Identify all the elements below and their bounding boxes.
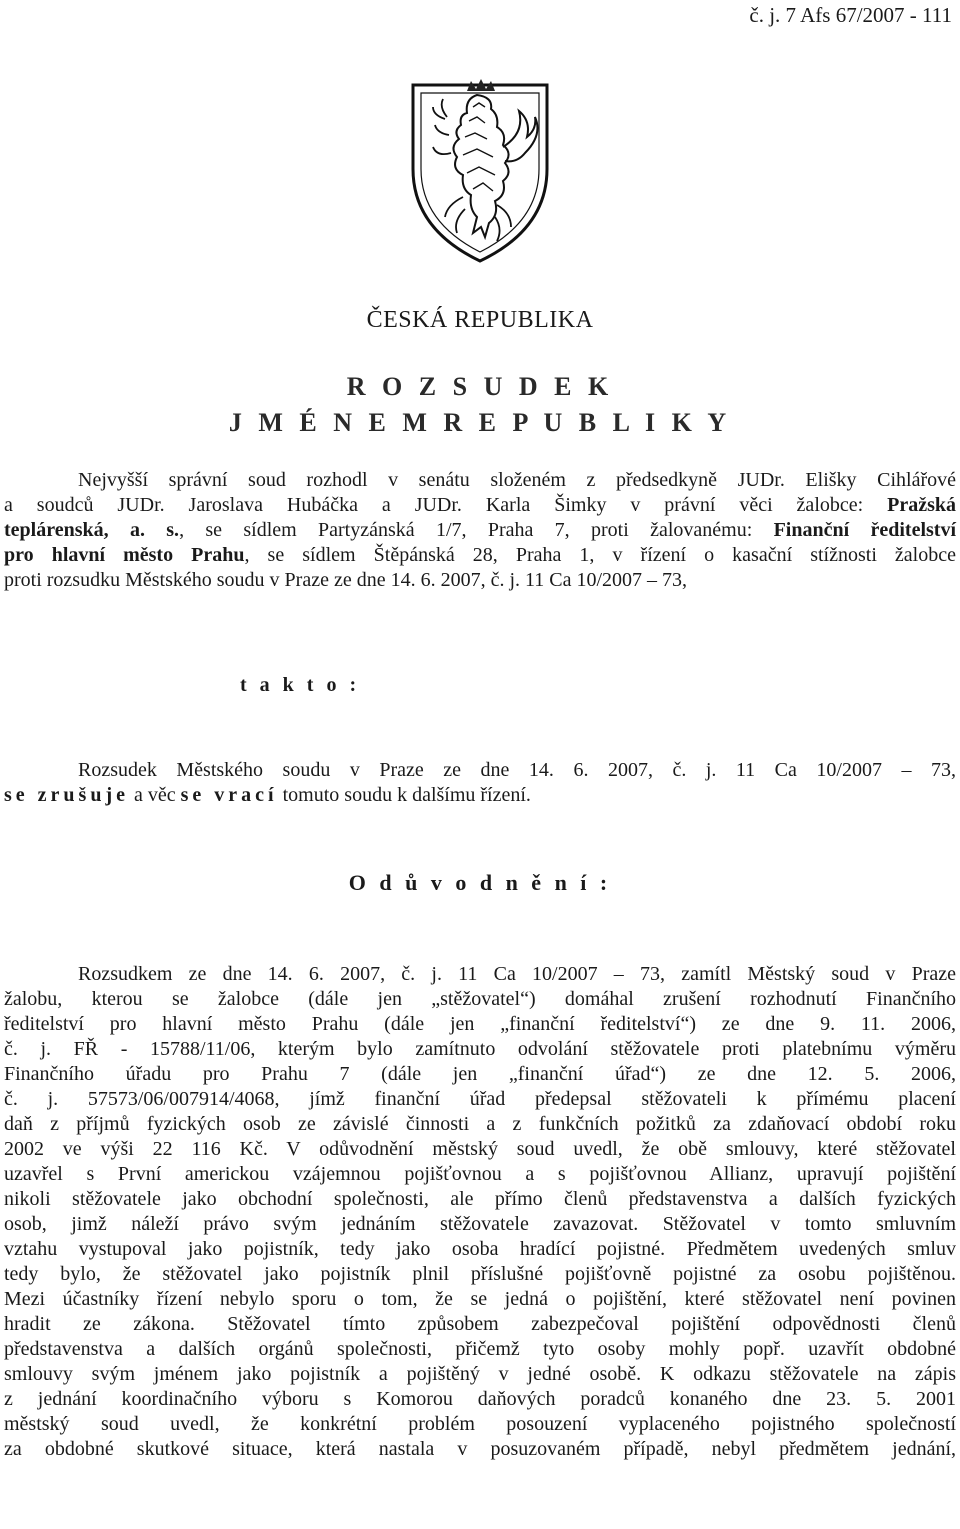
reasoning-line: za obdobné skutkové situace, která nastala v posuzovaném případě, nebyl předmětem jednání, — [4, 1438, 956, 1460]
intro-paragraph — [4, 468, 956, 593]
reasoning-line: z jednání koordinačního výboru s Komorou daňových poradců konaného dne 23. 5. 2001 — [4, 1388, 956, 1410]
reasoning-paragraph — [4, 962, 956, 1462]
reasoning-line: uzavřel s První americkou vzájemnou pojišťovnou a s pojišťovnou Allianz, upravují pojištění — [4, 1163, 956, 1185]
defendant-name: Finanční ředitelství — [773, 519, 956, 541]
reasoning-line: nikoli stěžovatele jako obchodní společnosti, ale přímo členů představenstva a dalších fyzických — [4, 1188, 956, 1210]
return-phrase: se vrací — [180, 784, 278, 806]
intro-line: teplárenská, a. s., se sídlem Partyzánská 1/7, Praha 7, proti žalovanému: Finanční ředitelství — [4, 519, 956, 541]
country-title: ČESKÁ REPUBLIKA — [366, 307, 594, 333]
reasoning-line: hradit ze zákona. Stěžovatel tímto způsobem zabezpečoval pojištění odpovědnosti členů — [4, 1313, 956, 1335]
intro-line: a soudců JUDr. Jaroslava Hubáčka a JUDr. Karla Šimky v právní věci žalobce: Pražská — [4, 494, 956, 516]
verdict-line: Rozsudek Městského soudu v Praze ze dne 14. 6. 2007, č. j. 11 Ca 10/2007 – 73, — [78, 759, 956, 781]
reasoning-line: městský soud uvedl, že konkrétní problém posouzení vyplaceného pojistného společností — [4, 1413, 956, 1435]
plaintiff-name: Pražská — [887, 494, 956, 516]
intro-line: Nejvyšší správní soud rozhodl v senátu složeném z předsedkyně JUDr. Elišky Cihlářové — [78, 469, 956, 491]
plaintiff-name-cont: teplárenská, a. s. — [4, 519, 180, 541]
case-number: č. j. 7 Afs 67/2007 - 111 — [749, 3, 952, 27]
verdict-paragraph — [4, 758, 956, 808]
in-the-name-title: J M É N E M R E P U B L I K Y — [228, 408, 732, 437]
reasoning-line: Mezi účastníky řízení nebylo sporu o tom, že se jedná o pojištění, které stěžovatel není povinen — [4, 1288, 956, 1310]
takto-heading: t a k t o : — [240, 674, 361, 696]
reasoning-line: smlouvy svým jménem jako pojistník a pojištěný v jedné osobě. K odkazu stěžovatele na zápis — [4, 1363, 956, 1385]
defendant-name-cont: pro hlavní město Prahu — [4, 544, 245, 566]
reasoning-line: Finančního úřadu pro Prahu 7 (dále jen „finanční úřad“) ze dne 12. 5. 2006, — [4, 1063, 956, 1085]
reasoning-line: 2002 ve výši 22 116 Kč. V odůvodnění městský soud uvedl, že obě smlouvy, které stěžovatel — [4, 1138, 956, 1160]
czech-lion-coat-of-arms-icon — [407, 77, 553, 267]
reasoning-heading: O d ů v o d n ě n í : — [348, 870, 612, 895]
reasoning-line: č. j. FŘ - 15788/11/06, kterým bylo zamítnuto odvolání stěžovatele proti platebnímu výměru — [4, 1038, 956, 1060]
judgment-title: R O Z S U D E K — [346, 372, 614, 401]
annul-phrase: se zrušuje — [4, 784, 129, 806]
intro-line: proti rozsudku Městského soudu v Praze ze dne 14. 6. 2007, č. j. 11 Ca 10/2007 – 73, — [4, 569, 688, 591]
reasoning-line: osob, jimž náleží právo svým jednáním stěžovatele zavazovat. Stěžovatel v tomto smluvním — [4, 1213, 956, 1235]
reasoning-line: tedy bylo, že stěžovatel jako pojistník plnil příslušné pojišťovně pojistné za osobu pojištěnou. — [4, 1263, 956, 1285]
reasoning-line: žalobu, kterou se žalobce (dále jen „stěžovatel“) domáhal zrušení rozhodnutí Finančního — [4, 988, 956, 1010]
intro-line: pro hlavní město Prahu, se sídlem Štěpánská 28, Praha 1, v řízení o kasační stížnosti žalobce — [4, 544, 956, 566]
reasoning-line: ředitelství pro hlavní město Prahu (dále jen „finanční ředitelství“) ze dne 9. 11. 2006, — [4, 1013, 956, 1035]
verdict-line: se zrušuje a věc se vrací tomuto soudu k dalšímu řízení. — [4, 784, 531, 806]
reasoning-line: vztahu vystupoval jako pojistník, tedy jako osoba hradící pojistné. Předmětem uvedených smluv — [4, 1238, 956, 1260]
reasoning-line: představenstva a dalších orgánů společnosti, přičemž tyto osoby mohly popř. uzavřít obdobné — [4, 1338, 956, 1360]
reasoning-line: daň z příjmů fyzických osob ze závislé činnosti a z funkčních požitků za zdaňovací období roku — [4, 1113, 956, 1135]
reasoning-line: Rozsudkem ze dne 14. 6. 2007, č. j. 11 Ca 10/2007 – 73, zamítl Městský soud v Praze — [78, 963, 956, 985]
reasoning-line: č. j. 57573/06/007914/4068, jímž finanční úřad předepsal stěžovateli k přímému placení — [4, 1088, 956, 1110]
